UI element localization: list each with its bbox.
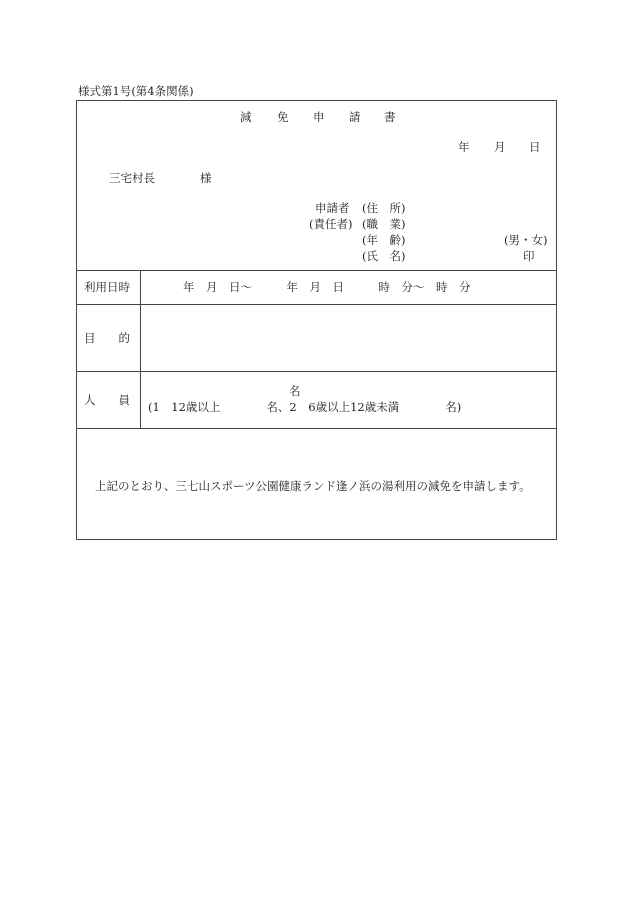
addressee-name: 三宅村長	[109, 171, 155, 185]
form-title-char-4: 請	[349, 110, 361, 124]
divider-line	[77, 371, 556, 372]
members-breakdown: (1 12歳以上 名、2 6歳以上12歳未満 名)	[148, 400, 462, 414]
applicant-sex-label: (男・女)	[504, 233, 548, 247]
members-total-unit: 名	[289, 384, 301, 398]
applicant-address-label: (住 所)	[362, 201, 406, 215]
purpose-label: 目 的	[84, 331, 130, 345]
applicant-name-label: (氏 名)	[362, 249, 406, 263]
usage-datetime-value: 年 月 日～ 年 月 日 時 分～ 時 分	[183, 280, 471, 294]
seal-mark: 印	[523, 249, 535, 263]
application-statement: 上記のとおり、三七山スポーツ公園健康ランド逢ノ浜の湯利用の減免を申請します。	[95, 479, 531, 493]
label-column-divider	[140, 270, 141, 428]
form-title-char-2: 免	[277, 110, 289, 124]
form-id: 様式第1号(第4条関係)	[78, 84, 194, 98]
divider-line	[77, 304, 556, 305]
applicant-occupation-label: (職 業)	[362, 217, 406, 231]
members-label: 人 員	[84, 393, 130, 407]
addressee-honorific: 様	[200, 171, 212, 185]
application-form	[76, 100, 557, 540]
date-year-label: 年	[458, 140, 470, 154]
applicant-responsible-label: (責任者)	[309, 217, 353, 231]
applicant-label: 申請者	[315, 201, 350, 215]
form-title-char-3: 申	[313, 110, 325, 124]
usage-datetime-label: 利用日時	[84, 280, 130, 294]
applicant-age-label: (年 齢)	[362, 233, 406, 247]
divider-line	[77, 270, 556, 271]
form-title-char-5: 書	[384, 110, 396, 124]
date-month-label: 月	[494, 140, 506, 154]
date-day-label: 日	[529, 140, 541, 154]
divider-line	[77, 428, 556, 429]
form-title-char-1: 減	[240, 110, 252, 124]
